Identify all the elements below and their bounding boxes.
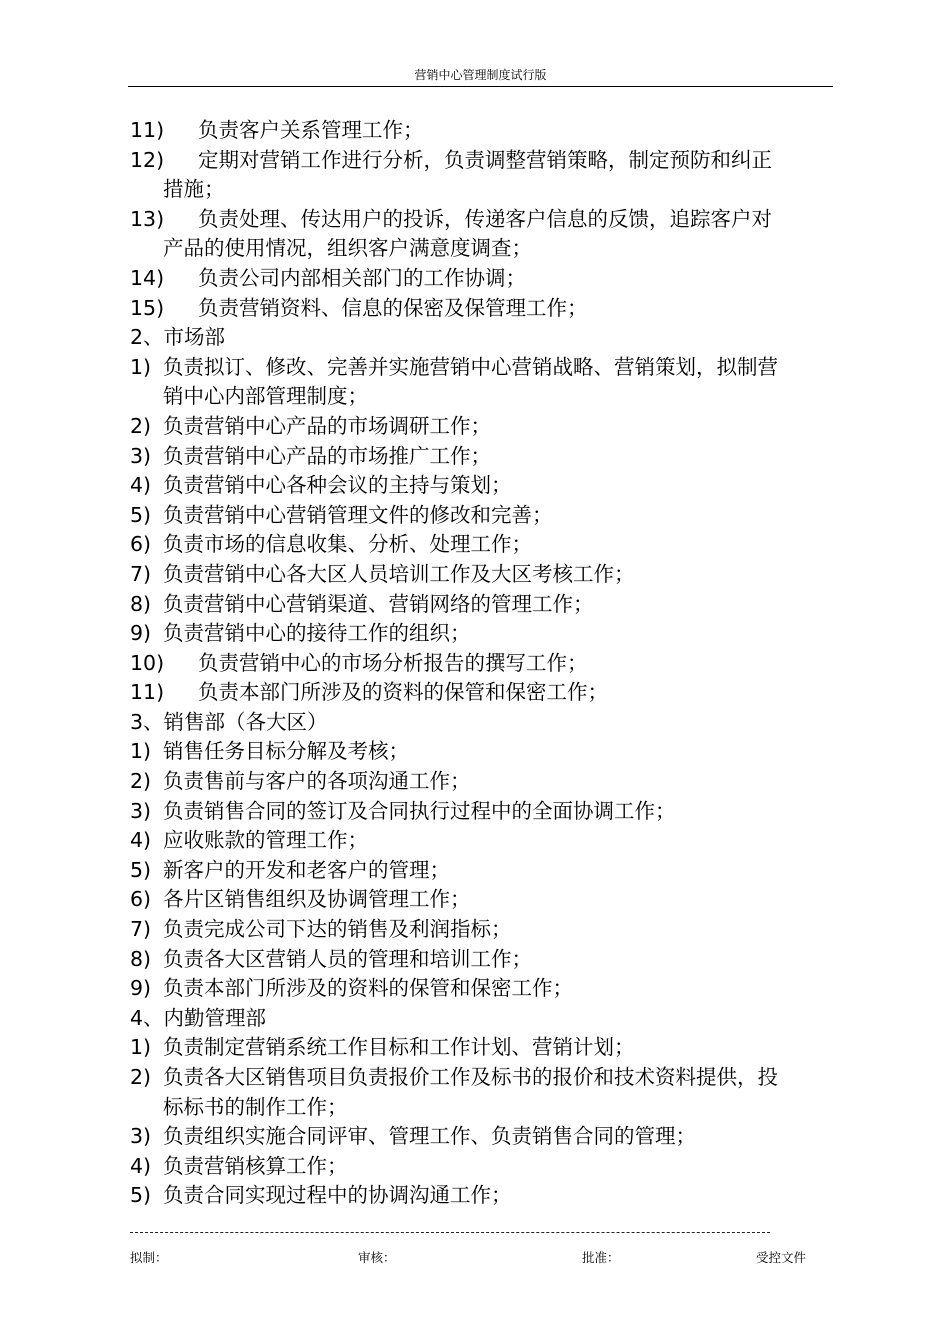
list-item-number: 3): [130, 443, 152, 468]
list-item-text: 负责拟订、修改、完善并实施营销中心营销战略、营销策划，拟制营: [163, 354, 778, 379]
page-header: [128, 66, 833, 87]
section-heading-text: 2、市场部: [130, 325, 226, 350]
list-item: [130, 1063, 835, 1093]
list-item-text: 措施；: [163, 177, 225, 202]
list-item: [130, 442, 835, 472]
list-item-number: 7): [130, 917, 152, 942]
list-item-continuation: [130, 234, 835, 264]
list-item-text: 销中心内部管理制度；: [163, 384, 368, 409]
list-item-number: 9): [130, 621, 152, 646]
list-item-text: 负责营销中心的市场分析报告的撰写工作；: [198, 650, 588, 675]
page-footer: [130, 1249, 835, 1269]
list-item: [130, 974, 835, 1004]
list-item: [130, 1152, 835, 1182]
list-item: [130, 737, 835, 767]
list-item-number: 2): [130, 769, 152, 794]
list-item-text: 负责本部门所涉及的资料的保管和保密工作；: [198, 680, 608, 705]
list-item: [130, 1181, 835, 1211]
list-item-continuation: [130, 382, 835, 412]
list-item-text: 负责营销中心的接待工作的组织；: [163, 621, 471, 646]
list-item-text: 负责营销中心各种会议的主持与策划；: [163, 473, 512, 498]
list-item-number: 6): [130, 887, 152, 912]
list-item-text: 负责完成公司下达的销售及利润指标；: [163, 917, 512, 942]
list-item-number: 5): [130, 857, 152, 882]
list-item-text: 负责客户关系管理工作；: [198, 118, 424, 142]
list-item-number: 3): [130, 1124, 152, 1149]
list-item-text: 新客户的开发和老客户的管理；: [163, 857, 450, 882]
list-item: [130, 915, 835, 945]
list-item-number: 1): [130, 739, 152, 764]
list-item: [130, 678, 835, 708]
list-item-text: 负责营销核算工作；: [163, 1153, 348, 1178]
list-item-text: 负责处理、传达用户的投诉，传递客户信息的反馈，追踪客户对: [198, 206, 772, 231]
list-item-text: 负责销售合同的签订及合同执行过程中的全面协调工作；: [163, 798, 676, 823]
list-item-text: 销售任务目标分解及考核；: [163, 739, 409, 764]
list-item-continuation: [130, 175, 835, 205]
list-item: [130, 264, 835, 294]
list-item: [130, 146, 835, 176]
list-item-text: 应收账款的管理工作；: [163, 828, 368, 853]
list-item: [130, 619, 835, 649]
list-item: [130, 560, 835, 590]
list-item-text: 负责营销中心营销管理文件的修改和完善；: [163, 502, 553, 527]
list-item-number: 3): [130, 798, 152, 823]
reviewed-by-label: 审核：: [358, 1250, 396, 1265]
list-item-number: 7): [130, 561, 152, 586]
list-item-number: 1): [130, 354, 152, 379]
list-item: [130, 767, 835, 797]
drafted-by-label: 拟制：: [130, 1250, 168, 1265]
list-item-text: 各片区销售组织及协调管理工作；: [163, 887, 471, 912]
list-item: [130, 353, 835, 383]
list-item: [130, 294, 835, 324]
list-item-text: 负责各大区销售项目负责报价工作及标书的报价和技术资料提供，投: [163, 1065, 778, 1089]
list-item-text: 负责营销资料、信息的保密及保管理工作；: [198, 295, 588, 320]
list-item: [130, 530, 835, 560]
list-item: [130, 1122, 835, 1152]
list-item-text: 负责各大区营销人员的管理和培训工作；: [163, 946, 532, 971]
list-item-number: 2): [130, 1065, 152, 1089]
controlled-document-label: 受控文件: [756, 1250, 807, 1265]
list-item-number: 2): [130, 413, 152, 438]
list-item-number: 9): [130, 976, 152, 1001]
list-item: [130, 1033, 835, 1063]
section-heading: [130, 323, 835, 353]
list-item-text: 负责售前与客户的各项沟通工作；: [163, 769, 471, 794]
list-item-number: 5): [130, 502, 152, 527]
section-heading: [130, 708, 835, 738]
list-item-number: 8): [130, 591, 152, 616]
section-heading-text: 4、内勤管理部: [130, 1005, 267, 1030]
list-item-number: 11): [130, 680, 165, 705]
list-item-text: 负责营销中心各大区人员培训工作及大区考核工作；: [163, 561, 635, 586]
list-item-number: 5): [130, 1183, 152, 1208]
approved-by-label: 批准：: [582, 1250, 620, 1265]
list-item: [130, 856, 835, 886]
list-item-number: 4): [130, 828, 152, 853]
list-item: [130, 471, 835, 501]
list-item-text: 标标书的制作工作；: [163, 1094, 348, 1119]
list-item-text: 定期对营销工作进行分析，负责调整营销策略，制定预防和纠正: [198, 147, 772, 172]
list-item-number: 12): [130, 147, 165, 172]
section-heading-text: 3、销售部（各大区）: [130, 709, 328, 734]
list-item: [130, 590, 835, 620]
list-item: [130, 945, 835, 975]
list-item-number: 13): [130, 206, 165, 231]
list-item-text: 负责营销中心产品的市场调研工作；: [163, 413, 491, 438]
list-item: [130, 412, 835, 442]
document-body: [130, 116, 835, 1211]
list-item-number: 8): [130, 946, 152, 971]
list-item-number: 14): [130, 265, 165, 290]
list-item: [130, 797, 835, 827]
list-item-number: 11): [130, 118, 165, 142]
section-heading: [130, 1004, 835, 1034]
list-item-number: 4): [130, 1153, 152, 1178]
list-item-number: 6): [130, 532, 152, 557]
list-item-number: 10): [130, 650, 165, 675]
list-item-text: 负责制定营销系统工作目标和工作计划、营销计划；: [163, 1035, 635, 1060]
list-item-continuation: [130, 1093, 835, 1123]
list-item-text: 负责公司内部相关部门的工作协调；: [198, 265, 526, 290]
list-item-number: 4): [130, 473, 152, 498]
list-item-text: 负责市场的信息收集、分析、处理工作；: [163, 532, 532, 557]
footer-divider: [130, 1232, 770, 1243]
list-item: [130, 501, 835, 531]
list-item-number: 1): [130, 1035, 152, 1060]
list-item-text: 产品的使用情况，组织客户满意度调查；: [163, 236, 532, 261]
list-item: [130, 116, 835, 146]
list-item-text: 负责本部门所涉及的资料的保管和保密工作；: [163, 976, 573, 1001]
document-title: 营销中心管理制度试行版: [414, 68, 547, 82]
list-item-text: 负责合同实现过程中的协调沟通工作；: [163, 1183, 512, 1208]
list-item: [130, 205, 835, 235]
list-item-text: 负责营销中心营销渠道、营销网络的管理工作；: [163, 591, 594, 616]
list-item: [130, 885, 835, 915]
list-item: [130, 826, 835, 856]
list-item-number: 15): [130, 295, 165, 320]
list-item-text: 负责营销中心产品的市场推广工作；: [163, 443, 491, 468]
list-item: [130, 649, 835, 679]
list-item-text: 负责组织实施合同评审、管理工作、负责销售合同的管理；: [163, 1124, 696, 1149]
